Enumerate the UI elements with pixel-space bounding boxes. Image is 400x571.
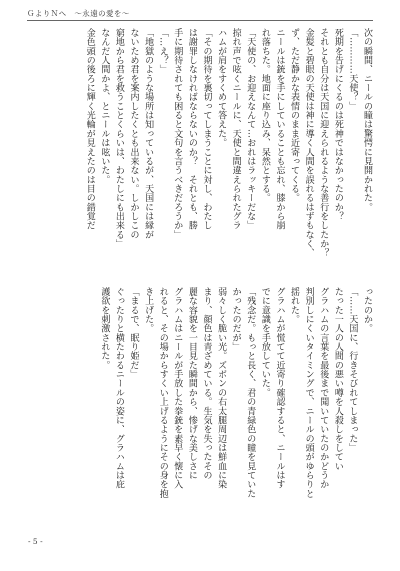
text-line: 弱々しく脆い光。ズボンの右太腿周辺は鮮血に染 [216, 287, 227, 489]
text-line: 窮地から君を救うことくらいは、わたしにも出来る」 [113, 28, 124, 249]
text-line: れ落ちた。地面に座り込み、呆然とする。 [259, 28, 270, 203]
text-line: 「残念だ。もっと長く、君の青緑色の瞳を見ていた [245, 287, 256, 499]
text-line: ないため君を案内したくとも出来ない。しかしこの [128, 28, 139, 240]
text-line: 「……天国に、行きそびれてしまった」 [347, 287, 358, 453]
text-line: 掠れ声で呟くニールに、天使と間違えられたグラ [230, 28, 241, 230]
text-line: 次の瞬間、ニールの瞳は驚愕に見開かれた。 [362, 28, 372, 212]
text-line: 死期を告げにくるのは死神ではなかったのか？ [332, 28, 343, 221]
text-line: ったのか。 [362, 287, 372, 333]
text-line: 「…え？」 [157, 28, 168, 74]
text-line: 判別しにくいタイミングで、ニールの頭がゆらりと [303, 287, 314, 499]
text-line: グラハムが慌てて近寄り確認すると、ニールはす [274, 287, 285, 489]
text-line: 「その期待を裏切ってしまうことに対し、わたし [201, 28, 212, 230]
text-line: 「天使の、お迎えなんて…おれはラッキーだな」 [245, 28, 256, 230]
page-header: ＧよりＮへ ～永遠の愛を～ [27, 9, 130, 18]
page-number: - 5 - [28, 537, 43, 546]
text-line: 揺れた。 [289, 287, 300, 324]
text-line: まり、顔色は青ざめている。生気を失ったその [201, 287, 212, 480]
text-line: グラハムの言葉を最後まで聞いていたのかどうか [318, 287, 329, 489]
text-line: ニールは銃を手にしていることも忘れ、膝から崩 [274, 28, 285, 230]
lower-text-block [28, 287, 374, 523]
text-line: れると、その場からすくい上げるようにその身を抱 [157, 287, 168, 499]
header-divider [27, 20, 373, 21]
text-line: 金髪と碧眼の天使は神に導く人間を誤れるはずもなく、 [303, 28, 314, 258]
upper-text-block [28, 28, 374, 269]
text-line: なんだ人間かよ、とニールは呟いた。 [99, 28, 110, 185]
text-line: ハムが肩をすくめて答えた。 [216, 28, 227, 148]
text-line: たった一人の人間の悪い噂を人殺しをしてい [332, 287, 343, 471]
text-line: 「…………天使？」 [347, 28, 358, 111]
text-line: 麗な容貌を一目見た瞬間から、惨げな美しさに [186, 287, 197, 480]
text-line: かったのだが」 [230, 287, 241, 352]
text-line: は謝罪しなければならないのか？ それとも、勝 [186, 28, 197, 230]
text-line: でに意識を手放していた。 [259, 287, 270, 398]
text-line: グラハムはニールが手放した拳銃を素早く懐に入 [172, 287, 183, 489]
text-line: 手に期待されても困ると文句を言うべきだろうか」 [172, 28, 183, 240]
text-line: ぐったりと横たわるニールの姿に、グラハムは庇 [113, 287, 124, 489]
text-line: ず、ただ静かな表情のまま近寄ってくる。 [289, 28, 300, 203]
text-line: 「まるで、眠り姫だ」 [128, 287, 139, 379]
text-line: 「地獄のような場所は知っているが、天国には縁が [143, 28, 154, 240]
text-line: き上げた。 [143, 287, 154, 333]
text-line: 護欲を刺激された。 [99, 287, 110, 370]
text-line: それとも自分は天国に迎えられるような善行をしたか？ [318, 28, 329, 258]
text-line: 金色頭の後ろに輝く光輪が見えたのは目の錯覚だ [84, 28, 95, 230]
